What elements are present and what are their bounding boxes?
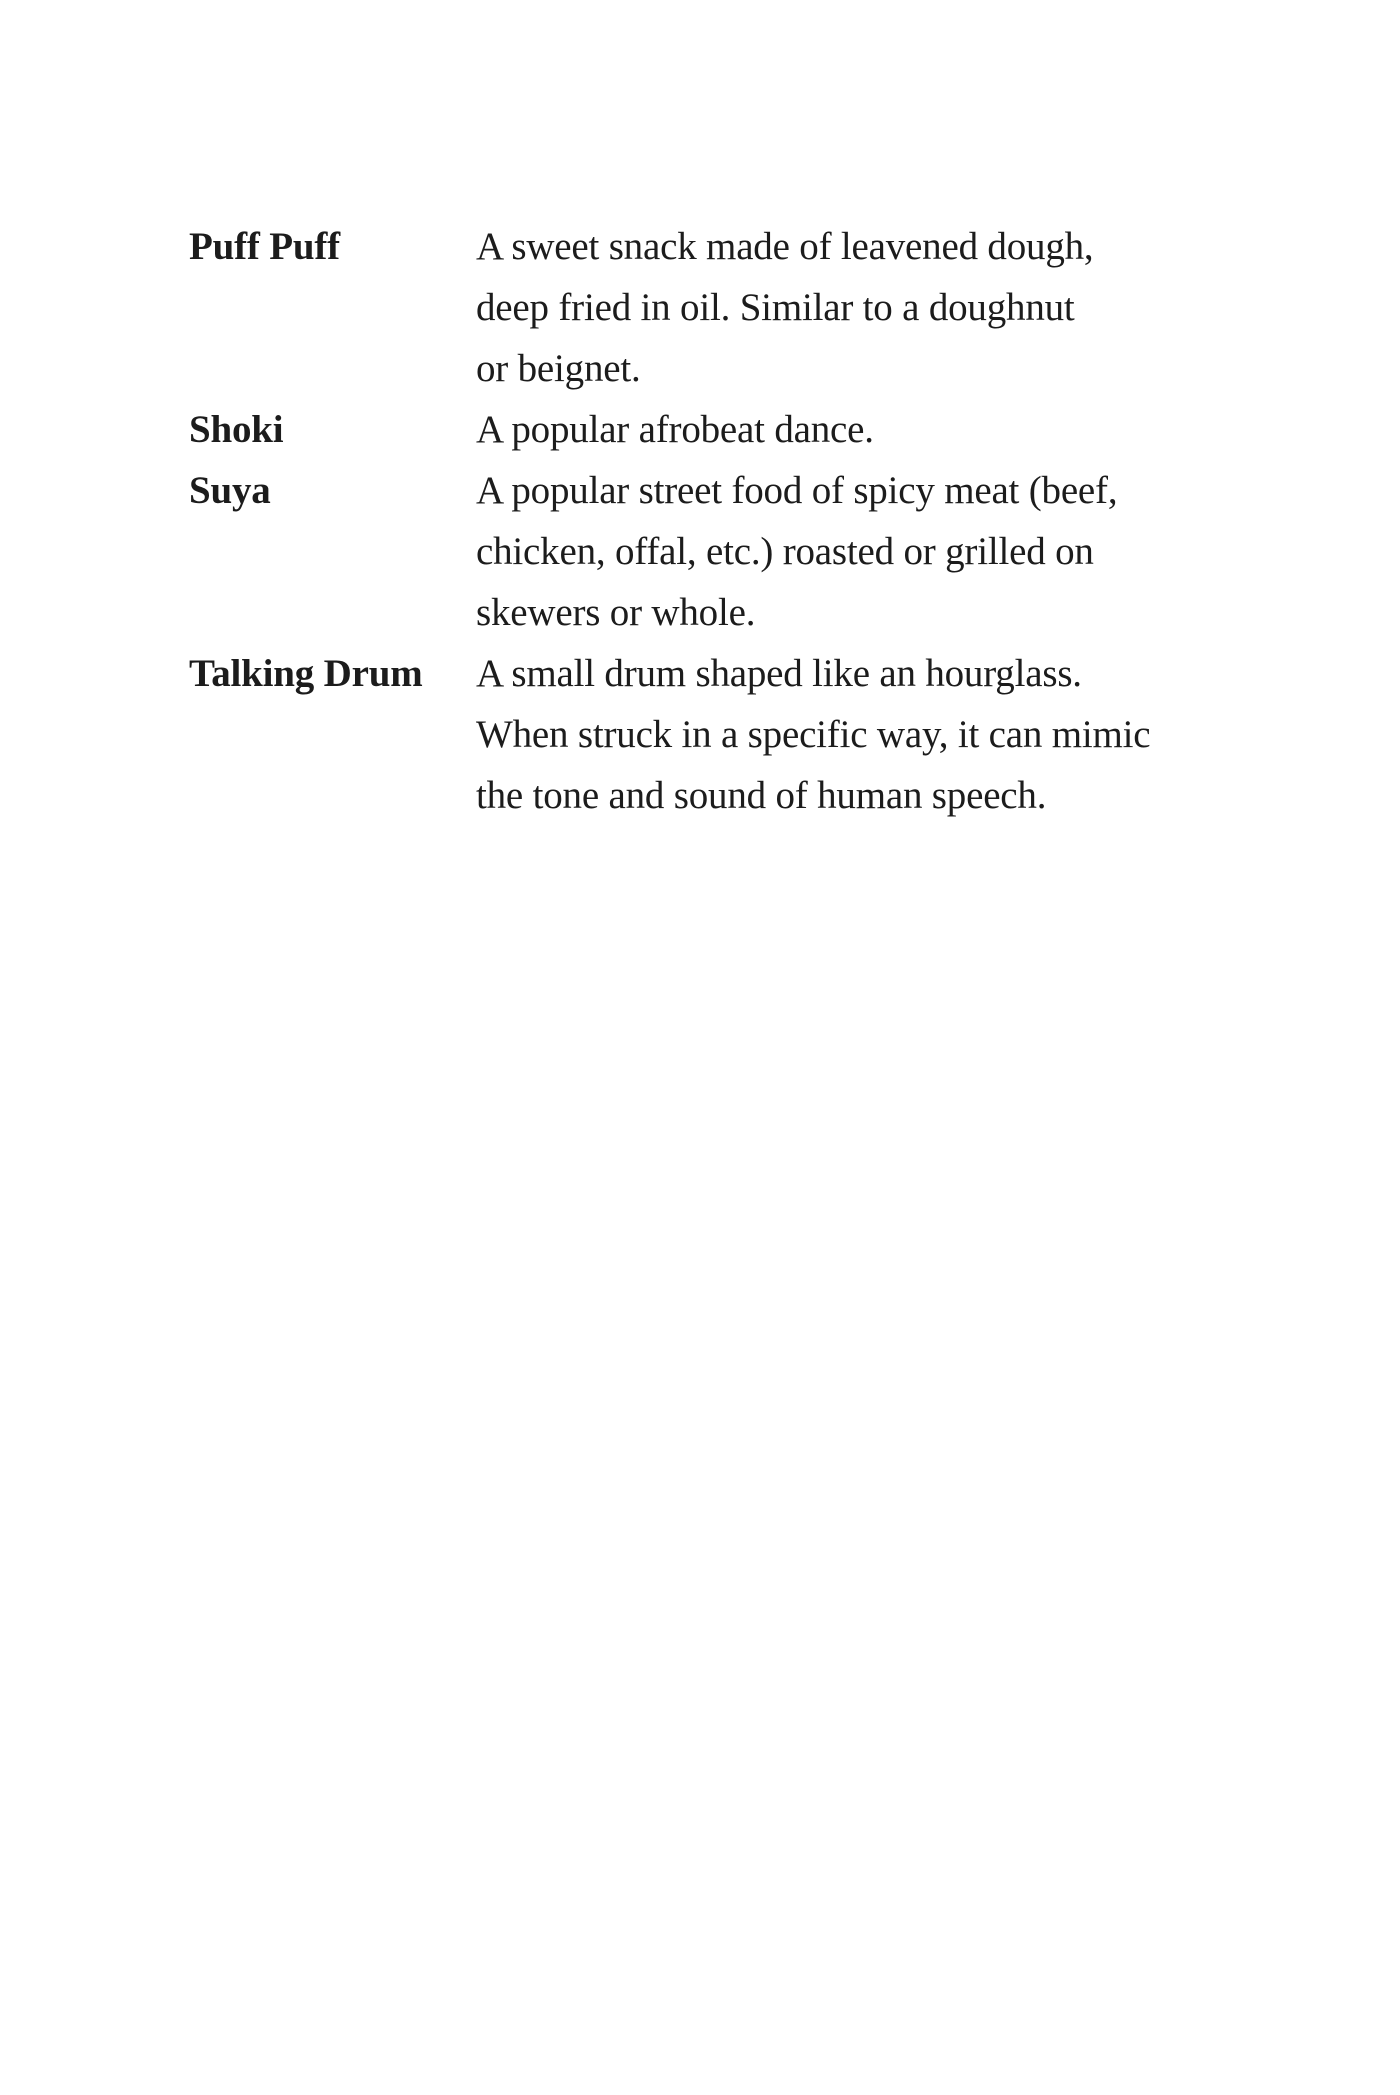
- glossary-term: Shoki: [189, 408, 284, 451]
- definition-line: When struck in a specific way, it can mimic: [476, 713, 1151, 756]
- glossary-entry-suya: [189, 460, 1229, 643]
- glossary-entry-shoki: [189, 399, 1229, 460]
- definition-line: skewers or whole.: [476, 591, 756, 634]
- definition-line: A popular afrobeat dance.: [476, 408, 874, 451]
- glossary-term: Puff Puff: [189, 225, 340, 268]
- glossary-term: Suya: [189, 469, 271, 512]
- definition-line: chicken, offal, etc.) roasted or grilled on: [476, 530, 1094, 573]
- definition-line: deep fried in oil. Similar to a doughnut: [476, 286, 1075, 329]
- glossary-definition: [476, 399, 1229, 460]
- glossary-definition: [476, 216, 1229, 399]
- glossary-definition: [476, 643, 1229, 826]
- definition-line: or beignet.: [476, 347, 641, 390]
- glossary-entry-puff-puff: [189, 216, 1229, 399]
- definition-line: A popular street food of spicy meat (beef,: [476, 469, 1118, 512]
- definition-line: A small drum shaped like an hourglass.: [476, 652, 1082, 695]
- glossary-definition: [476, 460, 1229, 643]
- glossary-list: [189, 216, 1229, 826]
- definition-line: the tone and sound of human speech.: [476, 774, 1047, 817]
- glossary-entry-talking-drum: [189, 643, 1229, 826]
- definition-line: A sweet snack made of leavened dough,: [476, 225, 1094, 268]
- glossary-term: Talking Drum: [189, 652, 423, 695]
